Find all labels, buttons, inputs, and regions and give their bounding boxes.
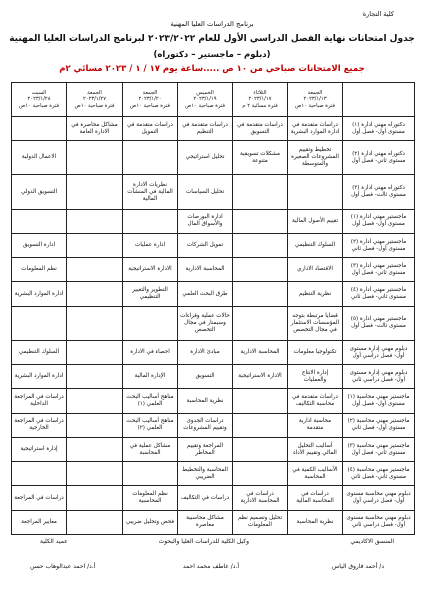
day-header: الخميس ٢٠٢٣/١/١٩ فترة صباحية ١٠ص	[178, 83, 233, 117]
course-cell	[233, 437, 288, 461]
program-cell: ماجستير مهني ادارة (٤) مستوى ثاني- فصل ثاني	[343, 282, 415, 306]
course-cell: دراسات في التكاليف	[178, 486, 233, 510]
program-cell: ماجستير مهني ادارة (٥) مستوى ثالث- فصل أول	[343, 306, 415, 340]
course-cell	[67, 209, 123, 233]
table-row	[12, 365, 415, 389]
course-cell	[123, 462, 178, 486]
table-row	[12, 258, 415, 282]
course-cell: ادارة البورصات والأسواق المال	[178, 209, 233, 233]
course-cell: تحليل استراتيجي	[178, 141, 233, 175]
program-cell: دكتوراه مهني ادارة (٣) مستوى ثالث- فصل أول	[343, 175, 415, 209]
course-cell: نظرية المحاسبة	[178, 389, 233, 413]
program-cell: ماجستير مهني محاسبة (٤) مستوى ثاني- فصل ثاني	[343, 462, 415, 486]
course-cell	[67, 510, 123, 534]
course-cell: ادارة التسويق	[12, 233, 67, 257]
signature-role: عميد الكلية	[40, 538, 68, 545]
course-cell: تقييم الأصول المالية	[288, 209, 343, 233]
course-cell	[233, 389, 288, 413]
course-cell	[67, 389, 123, 413]
program-cell: دبلوم مهني إدارة مستوى أول- فصل دراسي أول	[343, 340, 415, 364]
program-cell: دبلوم مهني محاسبة مستوى أول- فصل دراسي ثاني	[343, 510, 415, 534]
table-row	[12, 141, 415, 175]
course-cell	[12, 306, 67, 340]
course-cell: حالات عملية وقراءات وسيمنار في مجال التخصص	[178, 306, 233, 340]
course-cell: ادارة عمليات	[123, 233, 178, 257]
table-row	[12, 233, 415, 257]
course-cell: نظم المعلومات المحاسبية	[123, 486, 178, 510]
course-cell: الادارة الاستراتيجية	[123, 258, 178, 282]
course-cell	[288, 175, 343, 209]
course-cell	[67, 413, 123, 437]
course-cell: مناهج أساليب البحث العلمي (١)	[123, 389, 178, 413]
course-cell: دراسات متقدمة في التسويق	[233, 117, 288, 141]
course-cell: دراسات متقدمة في التمويل	[123, 117, 178, 141]
course-cell: مشاكل محاسبية معاصرة	[178, 510, 233, 534]
course-cell	[67, 437, 123, 461]
course-cell	[123, 306, 178, 340]
course-cell	[233, 306, 288, 340]
course-cell: المراجعة وتقييم المخاطر	[178, 437, 233, 461]
course-cell	[67, 282, 123, 306]
course-cell: الادارة الاستراتيجية	[233, 365, 288, 389]
course-cell: إدارة الانتاج والعمليات	[288, 365, 343, 389]
course-cell: إدارة استراتيجية	[12, 437, 67, 461]
course-cell	[67, 486, 123, 510]
course-cell	[123, 209, 178, 233]
course-cell: السلوك التنظيمي	[12, 340, 67, 364]
course-cell: معايير المراجعة	[12, 510, 67, 534]
course-cell: دراسات متقدمة في ادارة الموارد البشرية	[288, 117, 343, 141]
course-cell	[67, 258, 123, 282]
course-cell	[67, 306, 123, 340]
course-cell: الإدارة المالية	[123, 365, 178, 389]
page-title: جدول امتحانات نهاية الفصل الدراسي الأول للعام ٢٠٢٣/٢٠٢٢ لبرنامج الدراسات العليا المهنية	[9, 34, 415, 44]
course-cell: تحليل السياسات	[178, 175, 233, 209]
day-header: السبت ٢٠٢٣/١/٢٨ فترة صباحية ١٠ص	[12, 83, 67, 117]
course-cell	[123, 141, 178, 175]
course-cell: التسويق الدولي	[12, 175, 67, 209]
table-row	[12, 209, 415, 233]
course-cell: قضايا مرتبطة بتوجه المؤسسات الاستثمار في مجال التخصص	[288, 306, 343, 340]
day-header: الجمعة ٢٠٢٣/١/١٣ فترة صباحية ١٠ص	[288, 83, 343, 117]
course-cell	[67, 365, 123, 389]
course-cell: تخطيط وتقييم المشروعات الصغيرة والمتوسطة	[288, 141, 343, 175]
day-header: الجمعة ٢٠٢٣/١/٢٠ فترة صباحية ١٠ص	[123, 83, 178, 117]
course-cell	[67, 233, 123, 257]
table-row	[12, 462, 415, 486]
day-header: الجمعة ٢٠٢٣/١/٢٧ فترة صباحية ١٠ص	[67, 83, 123, 117]
exam-schedule-table	[11, 82, 415, 535]
course-cell	[233, 462, 288, 486]
course-cell: تحليل وتصميم نظم المعلومات	[233, 510, 288, 534]
table-row	[12, 175, 415, 209]
course-cell	[12, 209, 67, 233]
program-cell: ماجستير مهني ادارة (١) مستوى أول- فصل أول	[343, 209, 415, 233]
course-cell: احصاء في الادارة	[123, 340, 178, 364]
program-cell: ماجستير مهني محاسبة (٢) مستوى أول- فصل ثاني	[343, 413, 415, 437]
signature-role: المنسق الاكاديمي	[350, 538, 394, 545]
table-row	[12, 340, 415, 364]
table-row	[12, 437, 415, 461]
course-cell	[233, 175, 288, 209]
table-row	[12, 389, 415, 413]
course-cell	[233, 209, 288, 233]
course-cell: السلوك التنظيمي	[288, 233, 343, 257]
course-cell: المحاسبة والتخطيط الضريبي	[178, 462, 233, 486]
table-row	[12, 117, 415, 141]
course-cell	[67, 340, 123, 364]
course-cell: دراسات في المحاسبة الادارية	[233, 486, 288, 510]
college-name: كلية التجارة	[362, 10, 394, 18]
course-cell: ادارة الموارد البشرية	[12, 365, 67, 389]
signature-name: أ.د/ عاطف محمد احمد	[182, 563, 239, 570]
program-cell: ماجستير مهني محاسبة (٣) مستوى ثاني- فصل أول	[343, 437, 415, 461]
course-cell	[67, 462, 123, 486]
course-cell: دراسات الجدوى وتقييم المشروعات	[178, 413, 233, 437]
course-cell: نظرية المحاسبة	[288, 510, 343, 534]
program-cell: ماجستير مهني محاسبة (١) مستوى أول- فصل أول	[343, 389, 415, 413]
course-cell: فحص وتحليل ضريبي	[123, 510, 178, 534]
course-cell: التطوير والتغيير التنظيمي	[123, 282, 178, 306]
course-cell: مشكلات تسويقية متنوعة	[233, 141, 288, 175]
course-cell	[12, 117, 67, 141]
course-cell: مشاكل محاصرة في الادارة العامة	[67, 117, 123, 141]
course-cell: نظرية التنظيم	[288, 282, 343, 306]
exam-time-notice: جميع الامتحانات صباحي من ١٠ ص .....ساعة يوم ١٧ / ١ / ٢٠٢٣ مسائي ٢م	[59, 64, 365, 74]
course-cell: أساليب التحليل المالي وتقييم الأداء	[288, 437, 343, 461]
course-cell	[233, 282, 288, 306]
program-name: برنامج الدراسات العليا المهنية	[170, 20, 254, 28]
program-cell: دبلوم مهني محاسبة مستوى أول- فصل دراسي أول	[343, 486, 415, 510]
course-cell: دراسات في المحاسبة المالية	[288, 486, 343, 510]
table-row	[12, 282, 415, 306]
course-cell	[233, 258, 288, 282]
course-cell: دراسات متقدمة في محاسبة التكاليف	[288, 389, 343, 413]
table-row	[12, 510, 415, 534]
course-cell: المحاسبة الادارية	[233, 340, 288, 364]
course-cell	[12, 462, 67, 486]
course-cell: نظم المعلومات	[12, 258, 67, 282]
course-cell: الاقتصاد الاداري	[288, 258, 343, 282]
course-cell: مناهج أساليب البحث العلمي (٢)	[123, 413, 178, 437]
course-cell: دراسات متقدمة في التنظيم	[178, 117, 233, 141]
signature-name: أ.د/ احمد عبدالوهاب حسن	[30, 563, 96, 570]
course-cell: مشاكل عملية في المحاسبة	[123, 437, 178, 461]
course-cell: المحاسبة الادارية	[178, 258, 233, 282]
course-cell	[67, 175, 123, 209]
course-cell: محاسبة ادارية متقدمة	[288, 413, 343, 437]
course-cell	[233, 233, 288, 257]
program-cell: ماجستير مهني ادارة (٢) مستوى أول- فصل ثاني	[343, 233, 415, 257]
course-cell: نظريات الادارة المالية في المنشآت المالية	[123, 175, 178, 209]
course-cell: الأساليب الكمية في المحاسبة	[288, 462, 343, 486]
program-cell: دكتوراه مهني ادارة (٢) مستوى ثاني- فصل أول	[343, 141, 415, 175]
course-cell: مبادئ الادارة	[178, 340, 233, 364]
day-header: الثلاثاء ٢٠٢٣/١/١٧ فترة مسائية ٢ م	[233, 83, 288, 117]
course-cell: دراسات في المراجعة الداخلية	[12, 389, 67, 413]
program-cell: دبلوم مهني إدارة مستوى أول- فصل دراسي ثاني	[343, 365, 415, 389]
table-header-row	[12, 83, 415, 117]
program-cell: ماجستير مهني ادارة (٣) مستوى ثاني- فصل أول	[343, 258, 415, 282]
table-row	[12, 306, 415, 340]
course-cell: تكنولوجيا معلومات	[288, 340, 343, 364]
course-cell: طرق البحث العلمي	[178, 282, 233, 306]
course-cell: الاعمال الدولية	[12, 141, 67, 175]
course-cell: دراسات في المراجعة الخارجية	[12, 413, 67, 437]
program-column-header	[343, 83, 415, 117]
course-cell: التسويق	[178, 365, 233, 389]
course-cell: دراسات في المراجعة	[12, 486, 67, 510]
signature-name: د/ أحمد فاروق الياس	[331, 563, 384, 570]
signature-role: وكيل الكلية للدراسات العليا والبحوث	[158, 538, 249, 545]
table-row	[12, 486, 415, 510]
program-cell: دكتوراه مهني ادارة (١) مستوى أول- فصل أول	[343, 117, 415, 141]
course-cell: تمويل الشركات	[178, 233, 233, 257]
course-cell: ادارة الموارد البشرية	[12, 282, 67, 306]
course-cell	[67, 141, 123, 175]
course-cell	[233, 413, 288, 437]
page-subtitle: (دبلوم – ماجستير – دكتوراه)	[153, 50, 271, 60]
table-row	[12, 413, 415, 437]
